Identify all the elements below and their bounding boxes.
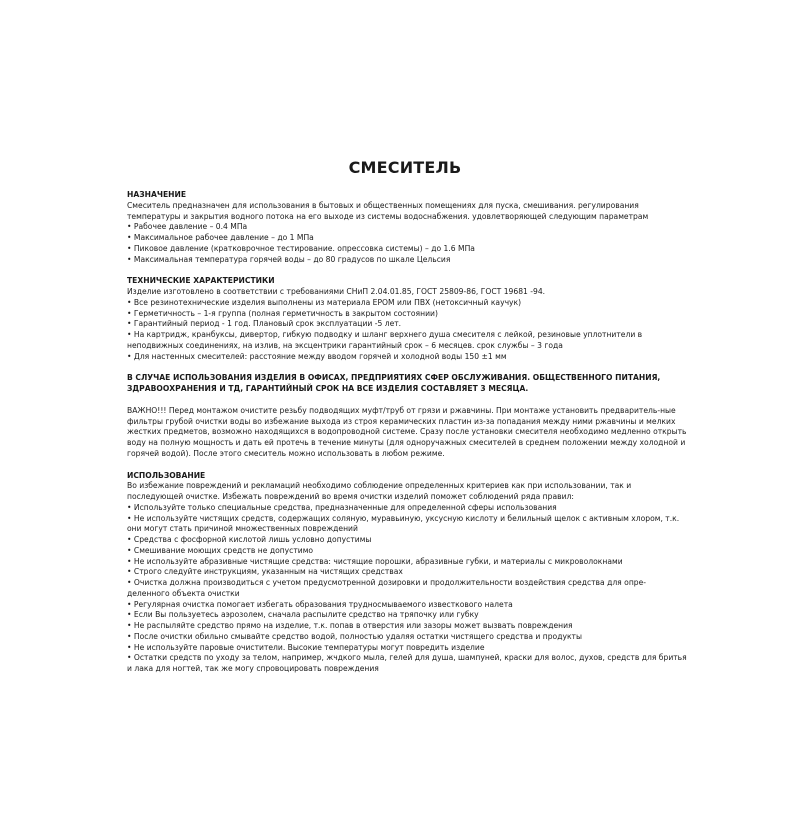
list-item: • Гарантийный период - 1 год. Плановый срок эксплуатации -5 лет. xyxy=(127,319,402,329)
list-item: • Если Вы пользуетесь аэрозолем, сначала распылите средство на тряпочку или губку xyxy=(127,610,479,620)
list-item: • На картридж, кранбуксы, дивертор, гибкую подводку и шланг верхнего душа смесителя с лейкой, резиновые уплотнители в неподвижных соединениях, на излив, на эксцентрики гарантийный срок – 6 месяцев. срок службы – 3 года xyxy=(127,330,643,350)
purpose-section xyxy=(127,190,687,265)
specs-intro: Изделие изготовлено в соответствии с требованиями СНиП 2.04.01.85, ГОСТ 25809-86, ГОСТ 19681 -94. xyxy=(127,287,546,296)
list-item: • Смешивание моющих средств не допустимо xyxy=(127,545,314,555)
usage-intro: Во избежание повреждений и рекламаций необходимо соблюдение определенных критериев как при использовании, так и последующей очистке. Избежать повреждений во время очистки изделий поможет соблюдений ряда правил: xyxy=(127,481,632,501)
list-item: • Для настенных смесителей: расстояние между вводом горячей и холодной воды 150 ±1 мм xyxy=(127,351,507,361)
list-item: • Используйте только специальные средства, предназначенные для определенной сферы использования xyxy=(127,502,557,512)
purpose-text: Смеситель предназначен для использования в бытовых и общественных помещениях для пуска, смешивания. регулирования температуры и закрытия водного потока на его выходе из системы водоснабжения. удовлетворяющей следующим параметрам xyxy=(127,200,649,221)
usage-section xyxy=(127,471,687,675)
important-note: ВАЖНО!!! Перед монтажом очистите резьбу подводящих муфт/труб от грязи и ржавчины. При монтаже установить предваритель-ные фильтры грубой очистки воды во избежание выхода из строя керамических пластин из-за попадания между ними ржавчины и мелких жестких предметов, возможно находящихся в водопроводной системе. Сразу после установки смесителя необходимо медленно открыть воду на полную мощность и дать ей протечь в течение минуты (для одноручажных смесителей в среднем положении между холодной и горячей водой). После этого смеситель можно использовать в любом режиме. xyxy=(127,405,687,458)
list-item: • Все резинотехнические изделия выполнены из материала EPOM или ПВХ (нетоксичный каучук) xyxy=(127,297,522,307)
list-item: • Не используйте чистящих средств, содержащих соляную, муравьиную, уксусную кислоту и белильный щелок с активным хлором, т.к. они могут стать причиной множественных повреждений xyxy=(127,513,680,534)
list-item: • Герметичность – 1-я группа (полная герметичность в закрытом состоянии) xyxy=(127,308,438,318)
usage-heading: ИСПОЛЬЗОВАНИЕ xyxy=(127,470,206,480)
list-item: • После очистки обильно смывайте средство водой, полностью удаляя остатки чистящего средства и продукты xyxy=(127,631,582,641)
warranty-section xyxy=(127,373,687,395)
list-item: • Не используйте паровые очистители. Высокие температуры могут повредить изделие xyxy=(127,642,485,652)
page-title: СМЕСИТЕЛЬ xyxy=(348,157,462,177)
list-item: • Очистка должна производиться с учетом предусмотренной дозировки и продолжительности воздействия средства для опре-деленного объекта очистки xyxy=(127,578,647,598)
specs-heading: ТЕХНИЧЕСКИЕ ХАРАКТЕРИСТИКИ xyxy=(127,276,275,286)
list-item: • Пиковое давление (кратковрочное тестирование. опрессовка системы) – до 1.6 МПа xyxy=(127,243,475,253)
list-item: • Не используйте абразивные чистящие средства: чистящие порошки, абразивные губки, и материалы с микроволокнами xyxy=(127,556,623,566)
specs-section xyxy=(127,276,687,362)
purpose-heading: НАЗНАЧЕНИЕ xyxy=(127,190,187,199)
list-item: • Рабочее давление – 0.4 МПа xyxy=(127,222,248,232)
list-item: • Строго следуйте инструкциям, указанным на чистящих средствах xyxy=(127,567,403,577)
warranty-note: В СЛУЧАЕ ИСПОЛЬЗОВАНИЯ ИЗДЕЛИЯ В ОФИСАХ, ПРЕДПРИЯТИЯХ СФЕР ОБСЛУЖИВАНИЯ. ОБЩЕСТВЕННОГО ПИТАНИЯ, ЗДРАВООХРАНЕНИЯ И ТД, ГАРАНТИЙНЫЙ СРОК НА ВСЕ ИЗДЕЛИЯ СОСТАВЛЯЕТ 3 МЕСЯЦА. xyxy=(127,373,661,393)
list-item: • Средства с фосфорной кислотой лишь условно допустимы xyxy=(127,535,372,544)
list-item: • Максимальное рабочее давление – до 1 МПа xyxy=(127,233,314,242)
important-section xyxy=(127,406,687,460)
document-body xyxy=(127,190,687,686)
list-item: • Максимальная температура горячей воды – до 80 градусов по шкале Цельсия xyxy=(127,254,451,264)
list-item: • Остатки средств по уходу за телом, например, жчдкого мыла, гелей для душа, шампуней, краски для волос, духов, средств для бритья и лака для ногтей, так же могу спровоцировать повреждения xyxy=(127,653,687,673)
list-item: • Регулярная очистка помогает избегать образования трудносмываемого известкового налета xyxy=(127,599,513,609)
list-item: • Не распыляйте средство прямо на изделие, т.к. попав в отверстия или зазоры может вызвать повреждения xyxy=(127,621,573,630)
